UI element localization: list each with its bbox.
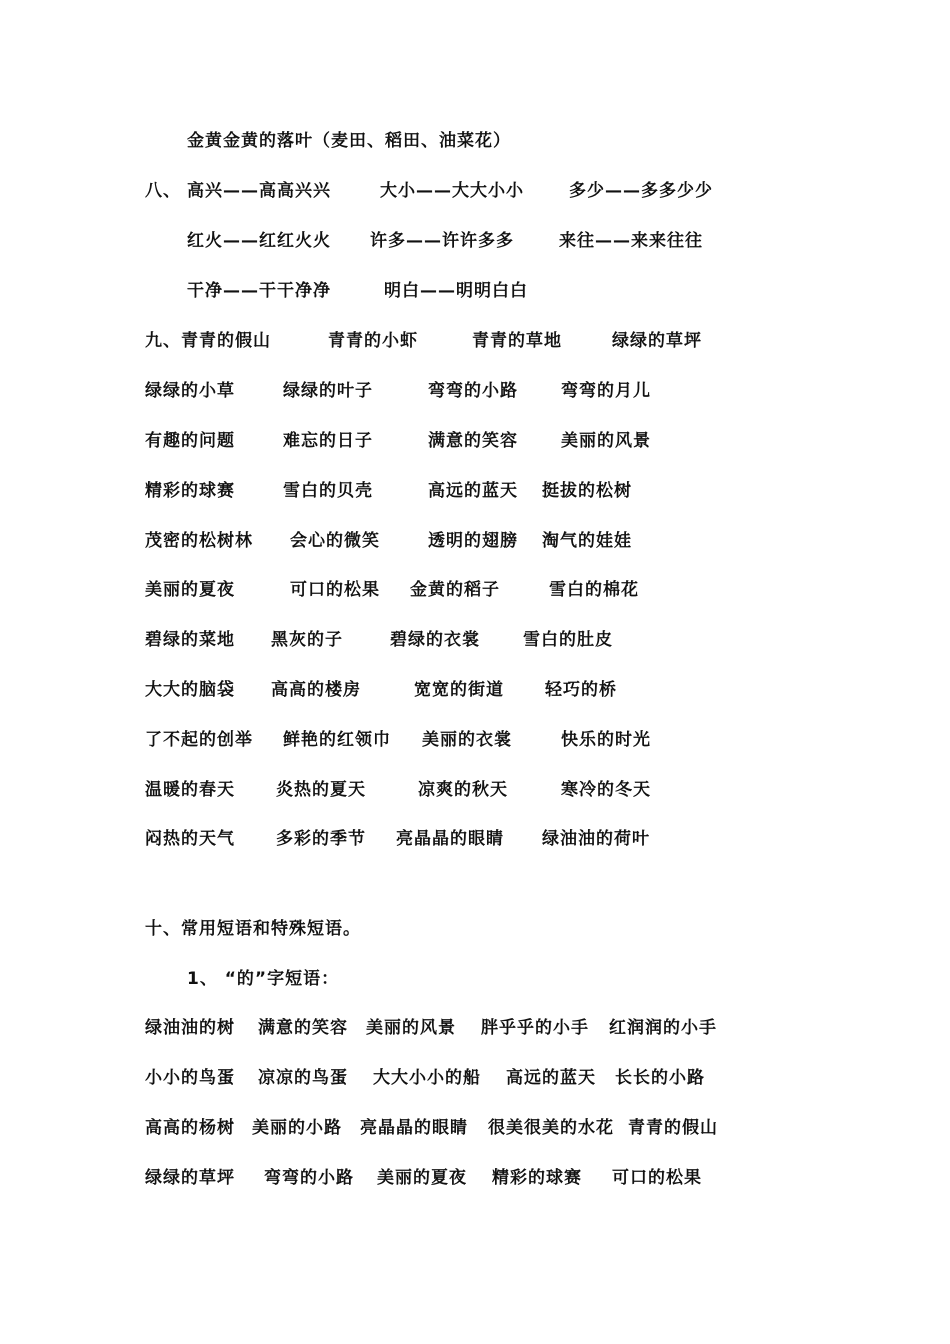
text-line xyxy=(0,276,950,302)
phrase: 红润润的小手 xyxy=(609,1018,717,1038)
phrase: 闷热的天气 xyxy=(145,829,235,849)
phrase: 高远的蓝天 xyxy=(506,1068,596,1088)
phrase: 多少——多多少少 xyxy=(569,181,713,201)
phrase: 美丽的风景 xyxy=(561,431,651,451)
phrase: 凉爽的秋天 xyxy=(418,780,508,800)
phrase: 碧绿的衣裳 xyxy=(390,630,480,650)
phrase: 轻巧的桥 xyxy=(545,680,617,700)
phrase: 绿油油的荷叶 xyxy=(542,829,650,849)
phrase: 茂密的松树林 xyxy=(145,531,253,551)
phrase: 美丽的衣裳 xyxy=(422,730,512,750)
text-line xyxy=(0,675,950,701)
phrase: 淘气的娃娃 xyxy=(542,531,632,551)
text-line xyxy=(0,725,950,751)
text-line xyxy=(0,1163,950,1189)
phrase: 弯弯的月儿 xyxy=(561,381,651,401)
phrase: 会心的微笑 xyxy=(290,531,380,551)
phrase: 精彩的球赛 xyxy=(145,481,235,501)
phrase: 高高的楼房 xyxy=(271,680,361,700)
text-line xyxy=(0,526,950,552)
phrase: 绿绿的草坪 xyxy=(145,1168,235,1188)
phrase: 温暖的春天 xyxy=(145,780,235,800)
text-line xyxy=(0,625,950,651)
text-line xyxy=(0,176,950,202)
phrase: 长长的小路 xyxy=(615,1068,705,1088)
text-line xyxy=(0,824,950,850)
text-line xyxy=(0,326,950,352)
phrase: 1、 “的”字短语： xyxy=(187,969,340,989)
phrase: 高高的杨树 xyxy=(145,1118,235,1138)
phrase: 挺拔的松树 xyxy=(542,481,632,501)
phrase: 绿绿的草坪 xyxy=(612,331,702,351)
phrase: 了不起的创举 xyxy=(145,730,253,750)
phrase: 八、 xyxy=(145,181,181,201)
text-line xyxy=(0,426,950,452)
phrase: 高兴——高高兴兴 xyxy=(187,181,331,201)
phrase: 碧绿的菜地 xyxy=(145,630,235,650)
phrase: 干净——干干净净 xyxy=(187,281,331,301)
phrase: 十、常用短语和特殊短语。 xyxy=(145,919,361,939)
phrase: 可口的松果 xyxy=(612,1168,702,1188)
phrase: 青青的小虾 xyxy=(328,331,418,351)
phrase: 金黄金黄的落叶（麦田、稻田、油菜花） xyxy=(187,131,511,151)
phrase: 亮晶晶的眼睛 xyxy=(360,1118,468,1138)
text-line xyxy=(0,914,950,940)
phrase: 许多——许许多多 xyxy=(370,231,514,251)
phrase: 凉凉的鸟蛋 xyxy=(258,1068,348,1088)
phrase: 美丽的风景 xyxy=(366,1018,456,1038)
phrase: 大大小小的船 xyxy=(373,1068,481,1088)
phrase: 透明的翅膀 xyxy=(428,531,518,551)
phrase: 青青的草地 xyxy=(472,331,562,351)
text-line xyxy=(0,775,950,801)
phrase: 难忘的日子 xyxy=(283,431,373,451)
phrase: 黑灰的子 xyxy=(271,630,343,650)
phrase: 美丽的小路 xyxy=(252,1118,342,1138)
text-line xyxy=(0,964,950,990)
phrase: 弯弯的小路 xyxy=(264,1168,354,1188)
phrase: 雪白的贝壳 xyxy=(283,481,373,501)
phrase: 高远的蓝天 xyxy=(428,481,518,501)
text-line xyxy=(0,476,950,502)
phrase: 多彩的季节 xyxy=(276,829,366,849)
phrase: 雪白的棉花 xyxy=(549,580,639,600)
phrase: 宽宽的街道 xyxy=(414,680,504,700)
phrase: 精彩的球赛 xyxy=(492,1168,582,1188)
phrase: 炎热的夏天 xyxy=(276,780,366,800)
phrase: 满意的笑容 xyxy=(258,1018,348,1038)
phrase: 明白——明明白白 xyxy=(384,281,528,301)
phrase: 亮晶晶的眼睛 xyxy=(396,829,504,849)
phrase: 小小的鸟蛋 xyxy=(145,1068,235,1088)
phrase: 红火——红红火火 xyxy=(187,231,331,251)
text-line xyxy=(0,1013,950,1039)
phrase: 大小——大大小小 xyxy=(380,181,524,201)
text-line xyxy=(0,575,950,601)
text-line xyxy=(0,1063,950,1089)
phrase: 可口的松果 xyxy=(290,580,380,600)
phrase: 绿绿的叶子 xyxy=(283,381,373,401)
phrase: 九、青青的假山 xyxy=(145,331,271,351)
phrase: 绿绿的小草 xyxy=(145,381,235,401)
phrase: 鲜艳的红领巾 xyxy=(283,730,391,750)
phrase: 绿油油的树 xyxy=(145,1018,235,1038)
phrase: 很美很美的水花 xyxy=(488,1118,614,1138)
phrase: 美丽的夏夜 xyxy=(377,1168,467,1188)
text-line xyxy=(0,226,950,252)
phrase: 胖乎乎的小手 xyxy=(481,1018,589,1038)
phrase: 青青的假山 xyxy=(628,1118,718,1138)
text-line xyxy=(0,1113,950,1139)
phrase: 金黄的稻子 xyxy=(410,580,500,600)
phrase: 雪白的肚皮 xyxy=(523,630,613,650)
text-line xyxy=(0,376,950,402)
phrase: 美丽的夏夜 xyxy=(145,580,235,600)
phrase: 有趣的问题 xyxy=(145,431,235,451)
phrase: 快乐的时光 xyxy=(561,730,651,750)
phrase: 大大的脑袋 xyxy=(145,680,235,700)
text-line xyxy=(0,126,950,152)
phrase: 弯弯的小路 xyxy=(428,381,518,401)
phrase: 寒冷的冬天 xyxy=(561,780,651,800)
phrase: 满意的笑容 xyxy=(428,431,518,451)
phrase: 来往——来来往往 xyxy=(559,231,703,251)
